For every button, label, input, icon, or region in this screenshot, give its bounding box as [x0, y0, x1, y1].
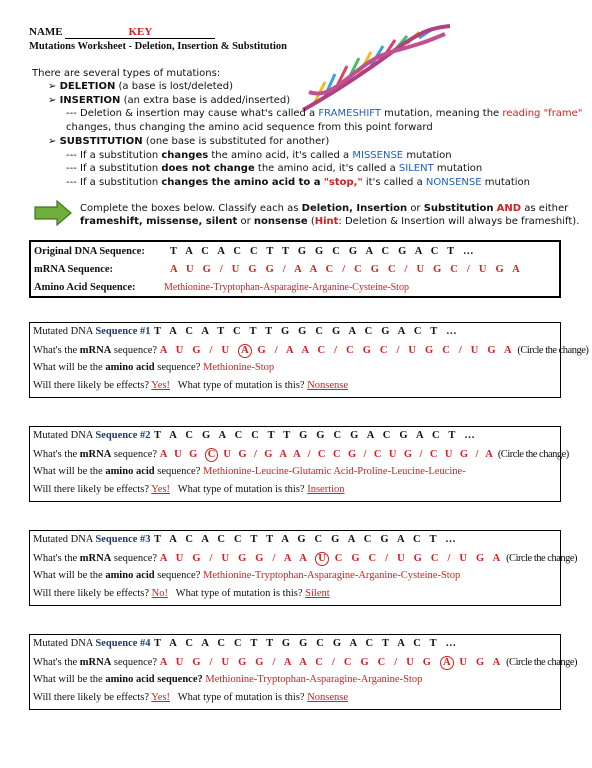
name-value: KEY [128, 26, 153, 38]
original-aa-row: Amino Acid Sequence: Methionine-Tryptophan-Asparagine-Arganine-Cysteine-Stop [34, 282, 409, 293]
aa-answer: Methionine-Leucine-Glutamic Acid-Proline-Leucine-Leucine- [203, 466, 466, 477]
circled-change: C [205, 448, 219, 462]
circled-change: U [315, 552, 329, 566]
mrna-answer: A U G / U G G / A A C / C G C / U G A U G A [159, 657, 504, 668]
bullet-arrow-icon: ➢ [48, 136, 57, 147]
intro-line-0: There are several types of mutations: [32, 68, 221, 79]
mutation-box-3 [29, 530, 578, 606]
bullet-arrow-icon: ➢ [48, 81, 57, 92]
dna-helix-image [295, 22, 455, 114]
name-label: NAME [29, 26, 63, 38]
instructions-line-2: frameshift, missense, silent or nonsense (Hint: Deletion & Insertion will always be frameshift). [80, 216, 580, 227]
original-mrna-row: mRNA Sequence: A U G / U G G / A A C / C G C / U G C / U G A [34, 264, 523, 275]
effects-answer: Yes! [151, 380, 171, 391]
effects-row: Will there likely be effects? Yes! What type of mutation is this? Nonsense [33, 380, 349, 391]
aa-answer: Methionine-Stop [203, 362, 275, 373]
type-answer: Silent [305, 588, 330, 599]
intro-frameshift: --- Deletion & insertion may cause what's called a FRAMESHIFT mutation, meaning the reading "frame" [66, 108, 583, 119]
aa-question-row: What will be the amino acid sequence? Methionine-Tryptophan-Asparagine-Arganine-Cysteine-Stop [33, 570, 461, 581]
mrna-question-row: What's the mRNA sequence? A U G C U G / G A A / C C G / C U G / C U G / A (Circle the change) [33, 449, 569, 460]
effects-row: Will there likely be effects? Yes! What type of mutation is this? Insertion [33, 484, 345, 495]
intro-missense: --- If a substitution changes the amino acid, it's called a MISSENSE mutation [66, 150, 452, 161]
aa-question-row: What will be the amino acid sequence? Methionine-Leucine-Glutamic Acid-Proline-Leucine-Leucine- [33, 466, 466, 477]
green-arrow-icon [33, 200, 73, 226]
effects-answer: Yes! [151, 692, 171, 703]
type-answer: Nonsense [307, 380, 349, 391]
mrna-question-row: What's the mRNA sequence? A U G / U G G / A A U C G C / U G C / U G A (Circle the change) [33, 553, 578, 564]
circled-change: A [238, 344, 252, 358]
mutation-box-2 [29, 426, 569, 502]
effects-row: Will there likely be effects? Yes! What type of mutation is this? Nonsense [33, 692, 349, 703]
name-line [29, 26, 215, 39]
mutated-dna-row: Mutated DNA Sequence #2 T A C G A C C T T G G C G A C G A C T … [33, 430, 478, 441]
aa-answer: Methionine-Tryptophan-Asparagine-Arganine-Stop [205, 674, 423, 685]
type-answer: Insertion [307, 484, 345, 495]
mrna-answer: A U G C U G / G A A / C C G / C U G / C U G / A [159, 449, 496, 460]
aa-answer: Methionine-Tryptophan-Asparagine-Arganine-Cysteine-Stop [203, 570, 461, 581]
type-answer: Nonsense [307, 692, 349, 703]
effects-answer: No! [151, 588, 168, 599]
mutation-box-4 [29, 634, 578, 710]
mrna-answer: A U G / U G G / A A U C G C / U G C / U G A [159, 553, 504, 564]
mrna-question-row: What's the mRNA sequence? A U G / U A G / A A C / C G C / U G C / U G A (Circle the change) [33, 345, 589, 356]
original-dna-row: Original DNA Sequence: T A C A C C T T G G C G A C G A C T … [34, 246, 477, 257]
instructions-line-1: Complete the boxes below. Classify each as Deletion, Insertion or Substitution AND as either [80, 203, 569, 214]
mutated-dna-row: Mutated DNA Sequence #4 T A C A C C T T G G C G A C T A C T … [33, 638, 460, 649]
mrna-answer: A U G / U A G / A A C / C G C / U G C / U G A [159, 345, 515, 356]
aa-question-row: What will be the amino acid sequence? Methionine-Tryptophan-Asparagine-Arganine-Stop [33, 674, 423, 685]
worksheet-title: Mutations Worksheet - Deletion, Insertion & Substitution [29, 41, 287, 52]
effects-row: Will there likely be effects? No! What type of mutation is this? Silent [33, 588, 330, 599]
mutated-dna-row: Mutated DNA Sequence #1 T A C A T C T T G G C G A C G A C T … [33, 326, 460, 337]
circled-change: A [440, 656, 454, 670]
intro-silent: --- If a substitution does not change the amino acid, it's called a SILENT mutation [66, 163, 483, 174]
original-sequence-box [29, 240, 561, 298]
aa-question-row: What will be the amino acid sequence? Methionine-Stop [33, 362, 275, 373]
intro-nonsense: --- If a substitution changes the amino acid to a "stop," it's called a NONSENSE mutation [66, 177, 531, 188]
effects-answer: Yes! [151, 484, 171, 495]
intro-frameshift-cont: changes, thus changing the amino acid sequence from this point forward [66, 122, 433, 133]
intro-substitution: ➢ SUBSTITUTION (one base is substituted for another) [48, 136, 330, 147]
mrna-question-row: What's the mRNA sequence? A U G / U G G / A A C / C G C / U G A U G A (Circle the change) [33, 657, 578, 668]
mutated-dna-row: Mutated DNA Sequence #3 T A C A C C T T A G C G A C G A C T … [33, 534, 460, 545]
mutation-box-1 [29, 322, 589, 398]
intro-deletion: ➢ DELETION (a base is lost/deleted) [48, 81, 234, 92]
bullet-arrow-icon: ➢ [48, 95, 57, 106]
intro-insertion: ➢ INSERTION (an extra base is added/inserted) [48, 95, 291, 106]
